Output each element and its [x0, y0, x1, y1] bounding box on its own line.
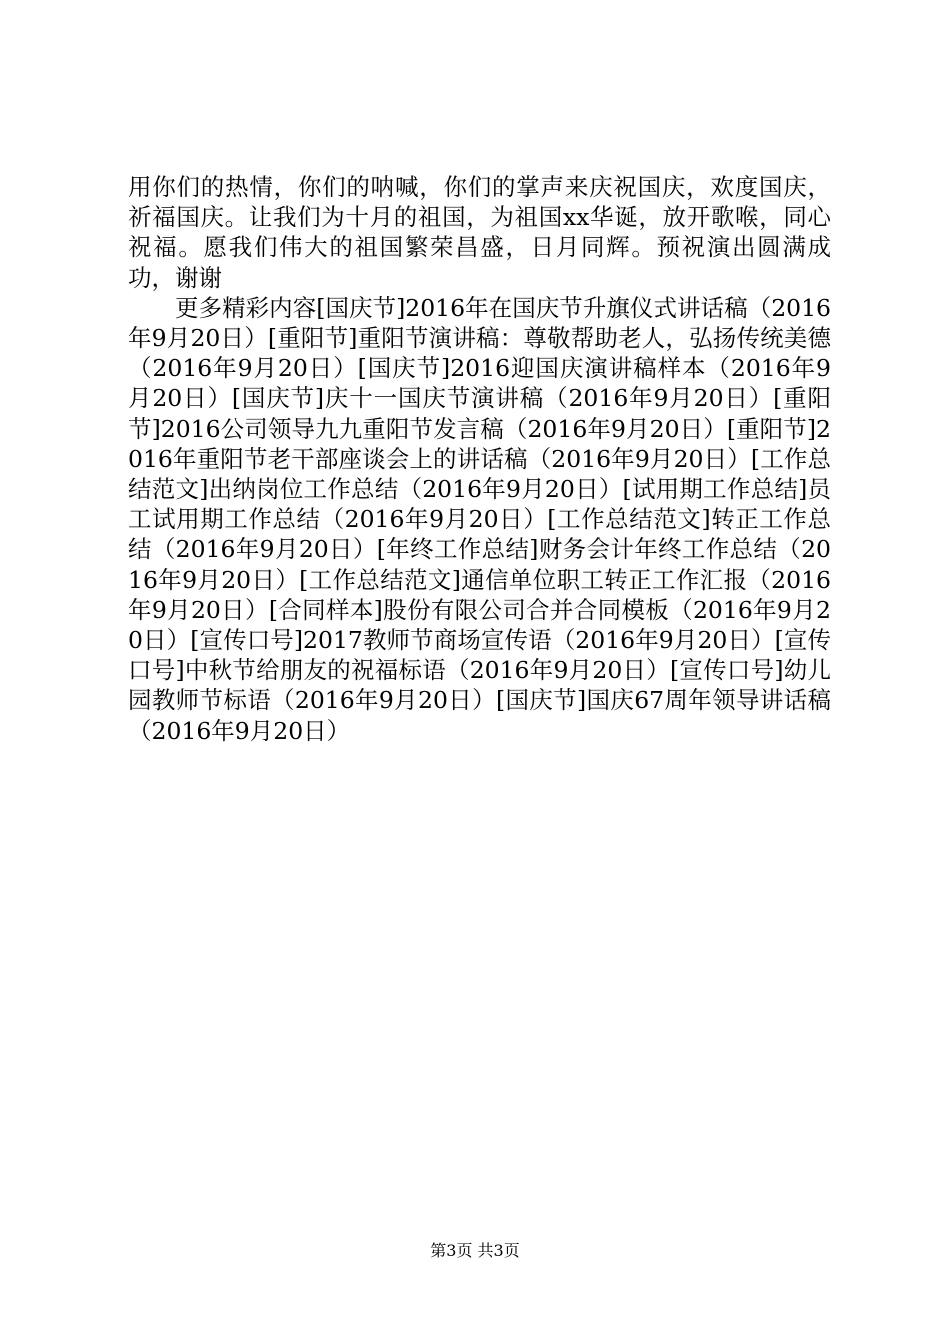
page-footer — [0, 1241, 950, 1261]
page-number-indicator: 第3页 共3页 — [430, 1241, 520, 1260]
related-content-paragraph: 更多精彩内容[国庆节]2016年在国庆节升旗仪式讲话稿（2016年9月20日）[重阳节]重阳节演讲稿：尊敬帮助老人，弘扬传统美德（2016年9月20日）[国庆节]2016迎国庆演讲稿样本（2016年9月20日）[国庆节]庆十一国庆节演讲稿（2016年9月20日）[重阳节]2016公司领导九九重阳节发言稿（2016年9月20日）[重阳节]2016年重阳节老干部座谈会上的讲话稿（2016年9月20日）[工作总结范文]出纳岗位工作总结（2016年9月20日）[试用期工作总结]员工试用期工作总结（2016年9月20日）[工作总结范文]转正工作总结（2016年9月20日）[年终工作总结]财务会计年终工作总结（2016年9月20日）[工作总结范文]通信单位职工转正工作汇报（2016年9月20日）[合同样本]股份有限公司合并合同模板（2016年9月20日）[宣传口号]2017教师节商场宣传语（2016年9月20日）[宣传口号]中秋节给朋友的祝福标语（2016年9月20日）[宣传口号]幼儿园教师节标语（2016年9月20日）[国庆节]国庆67周年领导讲话稿（2016年9月20日） — [128, 293, 831, 745]
closing-paragraph: 用你们的热情，你们的呐喊，你们的掌声来庆祝国庆，欢度国庆，祈福国庆。让我们为十月的祖国，为祖国xx华诞，放开歌喉，同心祝福。愿我们伟大的祖国繁荣昌盛，日月同辉。预祝演出圆满成功，谢谢 — [128, 173, 831, 292]
document-body — [128, 172, 831, 746]
